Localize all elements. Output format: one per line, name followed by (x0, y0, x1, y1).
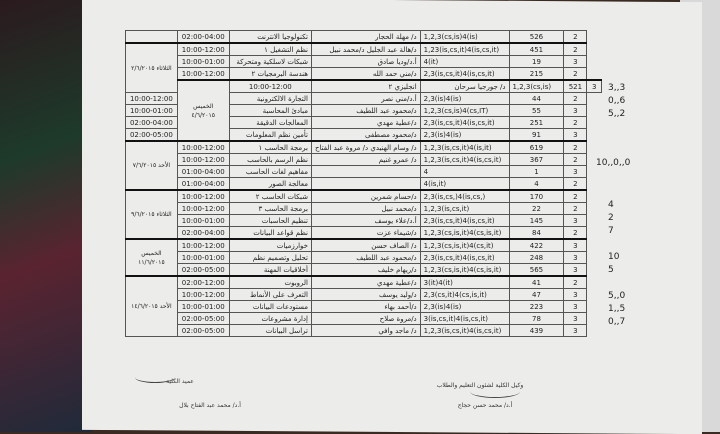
handwritten-note: 0,,7 (608, 317, 626, 327)
group-cell: 2,3(is,cs,)4(is,cs,) (420, 190, 509, 203)
handwritten-note: 10 (608, 252, 620, 262)
day-cell: الأحد ١٤/٦/٢٠١٥ (126, 276, 178, 337)
hall-cell: 2 (564, 227, 587, 240)
group-cell: 4(it) (420, 56, 509, 68)
student-count-cell: 223 (509, 301, 564, 313)
schedule-row (126, 43, 602, 56)
hall-cell: 2 (564, 178, 587, 191)
hall-cell: 2 (564, 68, 587, 81)
hall-cell: 2 (564, 141, 587, 154)
teacher-cell: د/محمود عبد اللطيف (311, 252, 420, 264)
time-cell: 10:00-12:00 (177, 203, 229, 215)
teacher-cell: د/ عمرو غنيم (311, 154, 420, 166)
course-cell: تراسل البيانات (229, 325, 311, 337)
schedule-row (126, 215, 602, 227)
group-cell: 1,2,3(cs,is)4(is) (420, 31, 509, 44)
time-cell: 02:00-04:00 (126, 117, 178, 129)
group-cell: 1,23(is,cs,it)4(is,cs,it) (420, 43, 509, 56)
exam-schedule-table (125, 30, 602, 337)
schedule-row (126, 203, 602, 215)
time-cell: 10:00-12:00 (177, 68, 229, 81)
student-count-cell: 44 (509, 93, 564, 105)
group-cell: 2,3(is,cs,it)4(is,cs,it) (420, 215, 509, 227)
group-cell: 4(is,it) (420, 178, 509, 191)
handwritten-note: 5,,2 (608, 109, 626, 119)
time-cell: 02:00-04:00 (177, 31, 229, 44)
group-cell: 2,3(is)4(is) (420, 93, 509, 105)
course-cell: مستودعات البيانات (229, 301, 311, 313)
time-cell: 10:00-12:00 (177, 239, 229, 252)
teacher-cell: أ.د/وديا صادق (311, 56, 420, 68)
handwritten-note: 3,,3 (608, 83, 626, 93)
hall-cell: 3 (564, 325, 587, 337)
course-cell: تأمين نظم المعلومات (229, 129, 311, 142)
time-cell: 10:00-01:00 (177, 301, 229, 313)
course-cell: إدارة مشروعات (229, 313, 311, 325)
day-cell (126, 31, 178, 44)
schedule-row (126, 264, 602, 277)
time-cell: 10:00-12:00 (177, 141, 229, 154)
student-count-cell: 41 (509, 276, 564, 289)
schedule-row (126, 68, 602, 81)
teacher-cell: د/شيماء عزت (311, 227, 420, 240)
schedule-row (126, 154, 602, 166)
course-cell: مفاهيم لغات الحاسب (229, 166, 311, 178)
hall-cell: 2 (564, 31, 587, 44)
group-cell: 1,2,3(cs,is) (509, 80, 564, 93)
group-cell: 1,2,3(is,cs,it)4(is,cs,it) (420, 325, 509, 337)
hall-cell: 3 (587, 80, 602, 93)
course-cell: برمجة الحاسب ١ (229, 141, 311, 154)
course-cell: المعالجات الدقيقة (229, 117, 311, 129)
teacher-cell: د/ الصاف حسن (311, 239, 420, 252)
group-cell: 1,2,3(cs,is,it)4(cs,is,it) (420, 264, 509, 277)
schedule-row (126, 325, 602, 337)
schedule-row (126, 178, 602, 191)
course-cell: الروبوت (229, 276, 311, 289)
schedule-row (126, 313, 602, 325)
handwritten-note: 1,,5 (608, 304, 626, 314)
teacher-cell: د/ريهام خليف (311, 264, 420, 277)
student-count-cell: 619 (509, 141, 564, 154)
teacher-cell (311, 166, 420, 178)
group-cell: 2,3(is,cs,it)4(is,cs,it) (420, 117, 509, 129)
teacher-cell: د/محمود مصطفى (311, 129, 420, 142)
day-cell: الأحد ٧/٦/٢٠١٥ (126, 141, 178, 190)
group-cell: 1,2,3(is,cs,it)4(is,it) (420, 141, 509, 154)
teacher-cell: أ.د/مني نصر (311, 93, 420, 105)
course-cell: انجليزي ٢ (311, 80, 420, 93)
hall-cell: 3 (564, 166, 587, 178)
student-count-cell: 248 (509, 252, 564, 264)
schedule-row (126, 56, 602, 68)
dean-name: أ.د/ محمد عبد الفتاح بلال (179, 402, 241, 409)
course-cell: أخلاقيات المهنة (229, 264, 311, 277)
group-cell: 2,3(is,cs,it)4(is,cs,it) (420, 68, 509, 81)
handwritten-note: 0,,6 (608, 96, 626, 106)
teacher-cell (311, 178, 420, 191)
group-cell: 1,2,3(cs,is,it)4(cs,is,it) (420, 227, 509, 240)
hall-cell: 2 (564, 154, 587, 166)
time-cell: 10:00-12:00 (229, 80, 311, 93)
handwritten-note: 10,,0,,0 (596, 158, 631, 168)
student-count-cell: 215 (509, 68, 564, 81)
schedule-row (126, 227, 602, 240)
group-cell: 2,3(is,cs,it)4(is,cs,it) (420, 252, 509, 264)
vice-name: أ.د/ محمد حسن حجاج (457, 402, 513, 409)
group-cell: 1,2,3(cs,is,it)4(cs,it) (420, 239, 509, 252)
schedule-row (126, 252, 602, 264)
hall-cell: 2 (564, 190, 587, 203)
teacher-cell: د/مروة صلاح (311, 313, 420, 325)
hall-cell: 3 (564, 313, 587, 325)
hall-cell: 3 (564, 105, 587, 117)
hall-cell: 2 (564, 117, 587, 129)
course-cell: مبادئ المحاسبة (229, 105, 311, 117)
student-count-cell: 367 (509, 154, 564, 166)
time-cell: 02:00-05:00 (177, 325, 229, 337)
handwritten-note: 4 (608, 200, 614, 210)
course-cell: شبكات الحاسب ٢ (229, 190, 311, 203)
group-cell: 3(it)4(it) (420, 276, 509, 289)
course-cell: خوارزميات (229, 239, 311, 252)
course-cell: نظم التشغيل ١ (229, 43, 311, 56)
schedule-row (126, 276, 602, 289)
day-cell: الثلاثاء ٩/٦/٢٠١٥ (126, 190, 178, 239)
time-cell: 02:00-04:00 (177, 227, 229, 240)
time-cell: 02:00-05:00 (126, 129, 178, 142)
time-cell: 10:00-12:00 (177, 190, 229, 203)
teacher-cell: د/وليد يوسف (311, 289, 420, 301)
student-count-cell: 78 (509, 313, 564, 325)
group-cell: 1,2,3(is,cs,it)4(is,cs,it) (420, 154, 509, 166)
teacher-cell: د/محمود عبد اللطيف (311, 105, 420, 117)
course-cell: تنظيم الحاسبات (229, 215, 311, 227)
handwritten-note: 2 (608, 213, 614, 223)
day-cell: الثلاثاء ٢/٦/٢٠١٥ (126, 43, 178, 93)
time-cell: 02:00-05:00 (177, 264, 229, 277)
student-count-cell: 521 (564, 80, 587, 93)
time-cell: 02:00-05:00 (177, 313, 229, 325)
time-cell: 10:00-12:00 (126, 93, 178, 105)
teacher-cell: د/ ماجد وافي (311, 325, 420, 337)
student-count-cell: 55 (509, 105, 564, 117)
course-cell: تكنولوجيا الانترنت (229, 31, 311, 44)
group-cell: 2,3(is)4(is) (420, 301, 509, 313)
day-cell: الخميس ٤/٦/٢٠١٥ (177, 80, 229, 141)
handwritten-note: 7 (608, 226, 614, 236)
hall-cell: 3 (564, 252, 587, 264)
hall-cell: 3 (564, 215, 587, 227)
course-cell: التعرف على الأنماط (229, 289, 311, 301)
teacher-cell: د/ مهلة الحجار (311, 31, 420, 44)
course-cell: برمجة الحاسب ٣ (229, 203, 311, 215)
time-cell: 10:00-01:00 (177, 252, 229, 264)
hall-cell: 3 (564, 129, 587, 142)
schedule-row (126, 301, 602, 313)
hall-cell: 2 (564, 203, 587, 215)
hall-cell: 2 (564, 43, 587, 56)
teacher-cell: د/مني حمد الله (311, 68, 420, 81)
teacher-cell: أ.د/علاء يوسف (311, 215, 420, 227)
schedule-row (126, 141, 602, 154)
hall-cell: 3 (564, 56, 587, 68)
time-cell: 10:00-12:00 (177, 289, 229, 301)
teacher-cell: د/هالة عبد الجليل د/محمد نبيل (311, 43, 420, 56)
student-count-cell: 22 (509, 203, 564, 215)
student-count-cell: 526 (509, 31, 564, 44)
teacher-cell: د/عطية مهدي (311, 276, 420, 289)
schedule-row (126, 31, 602, 44)
course-cell: هندسة البرمجيات ٢ (229, 68, 311, 81)
student-count-cell: 251 (509, 117, 564, 129)
student-count-cell: 451 (509, 43, 564, 56)
time-cell: 01:00-04:00 (177, 178, 229, 191)
schedule-row (126, 80, 602, 93)
hall-cell: 3 (564, 239, 587, 252)
course-cell: نظم قواعد البيانات (229, 227, 311, 240)
time-cell: 01:00-04:00 (177, 166, 229, 178)
hall-cell: 3 (564, 301, 587, 313)
handwritten-note: 5,,0 (608, 291, 626, 301)
group-cell: 2,3(is)4(is) (420, 129, 509, 142)
course-cell: معالجة الصور (229, 178, 311, 191)
time-cell: 10:00-01:00 (126, 105, 178, 117)
teacher-cell: د/ وسام الهنيدي د/ مروة عبد الفتاح (311, 141, 420, 154)
teacher-cell: د/ جورجيا سرحان (420, 80, 509, 93)
hall-cell: 2 (564, 93, 587, 105)
student-count-cell: 170 (509, 190, 564, 203)
course-cell: التجارة الالكترونية (229, 93, 311, 105)
teacher-cell: د/حسام شمرين (311, 190, 420, 203)
schedule-row (126, 239, 602, 252)
group-cell: 1,2,3(cs,is)4(cs,IT) (420, 105, 509, 117)
group-cell: 4 (420, 166, 509, 178)
teacher-cell: د/محمد نبيل (311, 203, 420, 215)
time-cell: 10:00-12:00 (177, 43, 229, 56)
group-cell: 1,2,3(is,cs,it) (420, 203, 509, 215)
time-cell: 10:00-01:00 (177, 215, 229, 227)
student-count-cell: 422 (509, 239, 564, 252)
teacher-cell: د/عطية مهدي (311, 117, 420, 129)
teacher-cell: د/أحمد بهاء (311, 301, 420, 313)
student-count-cell: 565 (509, 264, 564, 277)
group-cell: 3(is,cs,it)4(is,cs,it) (420, 313, 509, 325)
course-cell: شبكات لاسلكية ومتحركة (229, 56, 311, 68)
student-count-cell: 47 (509, 289, 564, 301)
student-count-cell: 84 (509, 227, 564, 240)
hall-cell: 3 (564, 264, 587, 277)
student-count-cell: 1 (509, 166, 564, 178)
student-count-cell: 145 (509, 215, 564, 227)
schedule-row (126, 289, 602, 301)
vice-title: وكيل الكلية لشئون التعليم والطلاب (436, 382, 524, 389)
schedule-row (126, 190, 602, 203)
hall-cell: 2 (564, 276, 587, 289)
time-cell: 10:00-01:00 (177, 56, 229, 68)
hall-cell: 3 (564, 289, 587, 301)
course-cell: نظم الرسم بالحاسب (229, 154, 311, 166)
student-count-cell: 19 (509, 56, 564, 68)
course-cell: تحليل وتصميم نظم (229, 252, 311, 264)
dean-title: عميد الكلية (166, 378, 194, 385)
group-cell: 2,3(cs,it)4(cs,is,it) (420, 289, 509, 301)
stained-glass-background (0, 0, 92, 432)
day-cell: الخميس ١١/٦/٢٠١٥ (126, 239, 178, 276)
student-count-cell: 439 (509, 325, 564, 337)
time-cell: 02:00-12:00 (177, 276, 229, 289)
student-count-cell: 4 (509, 178, 564, 191)
handwritten-note: 5 (608, 265, 614, 275)
student-count-cell: 91 (509, 129, 564, 142)
schedule-row (126, 166, 602, 178)
time-cell: 10:00-12:00 (177, 154, 229, 166)
